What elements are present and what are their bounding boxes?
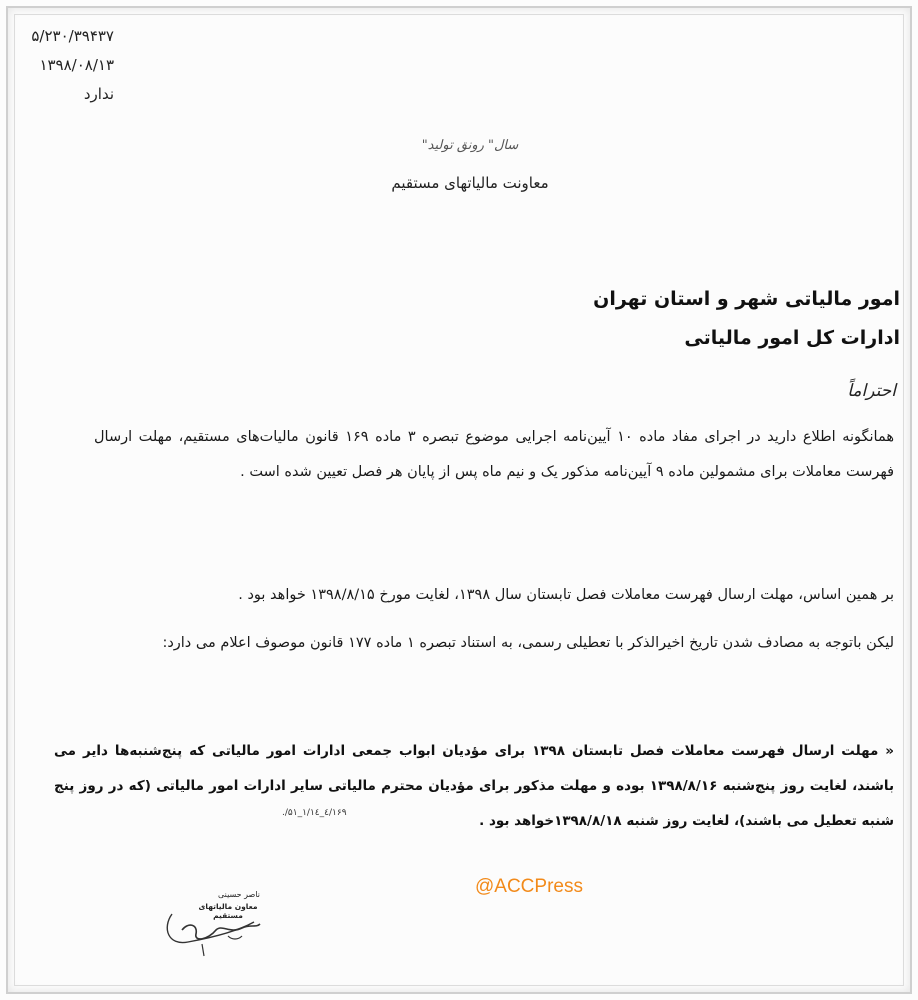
reference-number: ۱۶۹/٤_۱٤/۱_۵۱/. — [282, 808, 347, 818]
page-border-inner — [14, 14, 904, 986]
recipient-line-2: ادارات کل امور مالیاتی — [684, 327, 900, 349]
announcement-quote — [54, 734, 894, 839]
recipient-block — [300, 280, 900, 358]
signature-block — [158, 884, 268, 959]
letter-date: ۱۳۹۸/۰۸/۱۳ — [39, 56, 114, 74]
deputy-title: معاونت مالیاتهای مستقیم — [391, 174, 549, 192]
letter-number: ۵/۲۳۰/۳۹۴۳۷ — [31, 27, 114, 45]
body-paragraph-2: بر همین اساس، مهلت ارسال فهرست معاملات فصل تابستان سال ۱۳۹۸، لغایت مورخ ۱۳۹۸/۸/۱۵ خواهد بود . — [238, 587, 894, 603]
body-paragraph-1: همانگونه اطلاع دارید در اجرای مفاد ماده ۱۰ آیین‌نامه اجرایی موضوع تبصره ۳ ماده ۱۶۹ قانون مالیات‌های مستقیم، مهلت ارسال فهرست معاملات برای مشمولین ماده ۹ آیین‌نامه مذکور یک و نیم ماه پس از پایان هر فصل تعیین شده است . — [94, 429, 894, 480]
recipient-line-1: امور مالیاتی شهر و استان تهران — [593, 288, 900, 310]
year-slogan: سال" رونق تولید" — [421, 138, 519, 153]
watermark-handle: @ACCPress — [475, 876, 583, 897]
signer-title: معاون مالیاتهای مستقیم — [198, 902, 258, 920]
body-paragraph-3: لیکن باتوجه به مصادف شدن تاریخ اخیرالذکر با تعطیلی رسمی، به استناد تبصره ۱ ماده ۱۷۷ قانون موصوف اعلام می دارد: — [162, 635, 894, 651]
quote-text: « مهلت ارسال فهرست معاملات فصل تابستان ۱۳۹۸ برای مؤدیان ابواب جمعی ادارات امور مالیاتی که پنج‌شنبه‌ها دایر می باشند، لغایت روز پنج‌شنبه ۱۳۹۸/۸/۱۶ بوده و مهلت مذکور برای مؤدیان محترم مالیاتی سایر ادارات امور مالیاتی (که در روز پنج شنبه تعطیل می باشند)، لغایت روز شنبه ۱۳۹۸/۸/۱۸خواهد بود . — [54, 743, 895, 829]
greeting: احتراماً — [847, 381, 896, 401]
letter-header — [14, 22, 114, 109]
letter-attachment: ندارد — [83, 85, 114, 103]
signer-name: ناصر حسینی — [218, 890, 260, 899]
